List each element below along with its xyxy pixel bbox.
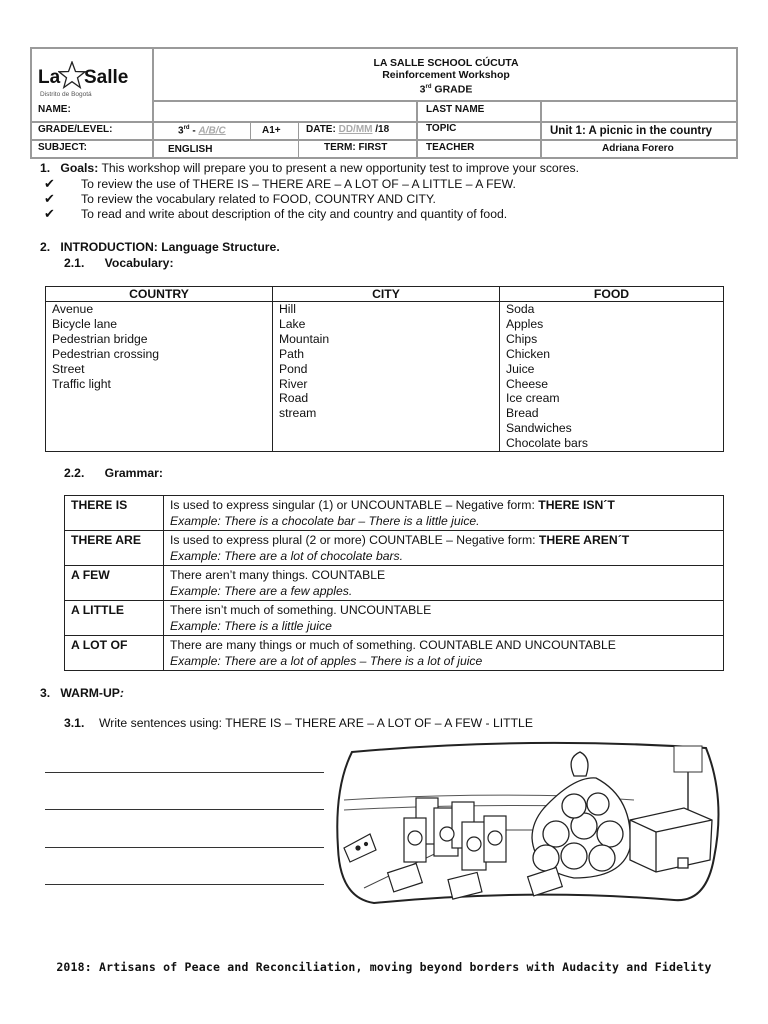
logo-text-b: Salle — [84, 67, 129, 88]
list-item: stream — [279, 406, 317, 421]
list-item: Bread — [506, 406, 539, 421]
grammar-key: THERE IS — [65, 496, 164, 531]
city-column — [273, 302, 500, 452]
table-row — [65, 566, 724, 601]
last-name-label: LAST NAME — [426, 104, 485, 115]
list-item: Chicken — [506, 346, 551, 361]
list-item: Ice cream — [506, 391, 560, 406]
table-header-row — [46, 287, 724, 302]
teacher-label: TEACHER — [426, 142, 475, 153]
topic-value: Unit 1: A picnic in the country — [550, 125, 713, 137]
grade-title: 3rd GRADE — [419, 83, 473, 96]
logo-subtext: Distrito de Bogotá — [40, 91, 92, 98]
list-item: Cheese — [506, 376, 549, 391]
grammar-desc: There are many things or much of something. COUNTABLE AND UNCOUNTABLE Example: There are a lot of apples – There is a lot of juice — [164, 636, 724, 671]
list-item: Bicycle lane — [52, 316, 118, 331]
list-item: Street — [52, 361, 85, 376]
name-field[interactable] — [156, 102, 414, 120]
subject-label: SUBJECT: — [38, 142, 87, 153]
answer-line[interactable] — [45, 847, 324, 848]
header-title — [154, 57, 738, 96]
answer-line[interactable] — [45, 809, 324, 810]
name-label: NAME: — [38, 104, 71, 115]
list-item: Lake — [279, 316, 306, 331]
level-value: A1+ — [262, 125, 281, 136]
school-name: LA SALLE SCHOOL CÚCUTA — [373, 57, 519, 69]
checkmark-icon: ✔ — [44, 176, 55, 191]
list-item: Hill — [279, 302, 296, 316]
subject-value: ENGLISH — [168, 144, 213, 155]
list-item: Road — [279, 391, 309, 406]
list-item: Avenue — [52, 302, 94, 316]
list-item: Chocolate bars — [506, 436, 588, 451]
goals-line: 1. Goals: This workshop will prepare you to present a new opportunity test to improve your scores. — [40, 161, 580, 175]
footer-motto: 2018: Artisans of Peace and Reconciliation, moving beyond borders with Audacity and Fidelity — [56, 960, 712, 974]
date-field[interactable]: DATE: DD/MM /18 — [306, 124, 390, 135]
list-item: Soda — [506, 302, 535, 316]
column-header: COUNTRY — [46, 287, 273, 302]
intro-heading: 2. INTRODUCTION: Language Structure. — [40, 240, 280, 254]
vocabulary-table — [45, 286, 724, 452]
goal-item: To read and write about description of the city and country and quantity of food. — [81, 207, 508, 221]
column-header: CITY — [273, 287, 500, 302]
picnic-illustration — [334, 738, 724, 908]
task-text: Write sentences using: THERE IS – THERE ARE – A LOT OF – A FEW - LITTLE — [99, 716, 533, 730]
list-item: Apples — [506, 316, 544, 331]
vocabulary-heading: 2.1. Vocabulary: — [64, 256, 174, 270]
list-item: Sandwiches — [506, 421, 572, 436]
list-item: Pedestrian crossing — [52, 346, 160, 361]
grammar-heading: 2.2. Grammar: — [64, 466, 163, 480]
table-row — [65, 636, 724, 671]
last-name-field[interactable] — [544, 102, 736, 120]
task-number: 3.1. — [64, 716, 85, 730]
answer-line[interactable] — [45, 884, 324, 885]
list-item: Chips — [506, 331, 538, 346]
grammar-key: A FEW — [65, 566, 164, 601]
goals-label: Goals: — [60, 161, 99, 175]
grammar-key: A LOT OF — [65, 636, 164, 671]
grammar-table — [64, 495, 724, 671]
grade-level-value: 3rd - A/B/C — [178, 125, 226, 137]
warmup-heading: 3. WARM-UP: — [40, 686, 124, 700]
star-icon — [58, 61, 86, 89]
table-row — [65, 531, 724, 566]
country-column — [46, 302, 273, 452]
goal-item: To review the vocabulary related to FOOD, COUNTRY AND CITY. — [81, 192, 436, 206]
grammar-key: THERE ARE — [65, 531, 164, 566]
teacher-value: Adriana Forero — [602, 143, 674, 154]
topic-label: TOPIC — [426, 123, 457, 134]
table-row — [65, 496, 724, 531]
list-item: Juice — [506, 361, 535, 376]
checkmark-icon: ✔ — [44, 206, 55, 221]
list-item: Path — [279, 346, 305, 361]
list-item: Traffic light — [52, 376, 111, 391]
term-value: TERM: FIRST — [324, 142, 388, 153]
list-item: River — [279, 376, 308, 391]
table-row — [65, 601, 724, 636]
list-item: Mountain — [279, 331, 330, 346]
list-item: Pedestrian bridge — [52, 331, 148, 346]
checkmark-icon: ✔ — [44, 191, 55, 206]
answer-line[interactable] — [45, 772, 324, 773]
grammar-desc: Is used to express plural (2 or more) COUNTABLE – Negative form: THERE AREN´T Example: There are a lot of chocolate bars. — [164, 531, 724, 566]
grade-sections: A/B/C — [198, 125, 226, 137]
grade-level-label: GRADE/LEVEL: — [38, 124, 113, 135]
food-column — [500, 302, 724, 452]
logo-text-a: La — [38, 67, 61, 88]
grammar-desc: There aren’t many things. COUNTABLE Example: There are a few apples. — [164, 566, 724, 601]
school-logo — [34, 51, 152, 101]
goal-item: To review the use of THERE IS – THERE ARE – A LOT OF – A LITTLE – A FEW. — [81, 177, 516, 191]
workshop-title: Reinforcement Workshop — [382, 69, 510, 81]
header-table — [30, 47, 738, 159]
list-item: Pond — [279, 361, 308, 376]
table-row — [46, 302, 724, 452]
grammar-desc: There isn’t much of something. UNCOUNTABLE Example: There is a little juice — [164, 601, 724, 636]
column-header: FOOD — [500, 287, 724, 302]
goals-text: This workshop will prepare you to present a new opportunity test to improve your scores. — [98, 161, 580, 175]
grammar-desc: Is used to express singular (1) or UNCOUNTABLE – Negative form: THERE ISN´T Example: There is a chocolate bar – There is a little juice. — [164, 496, 724, 531]
grammar-key: A LITTLE — [65, 601, 164, 636]
